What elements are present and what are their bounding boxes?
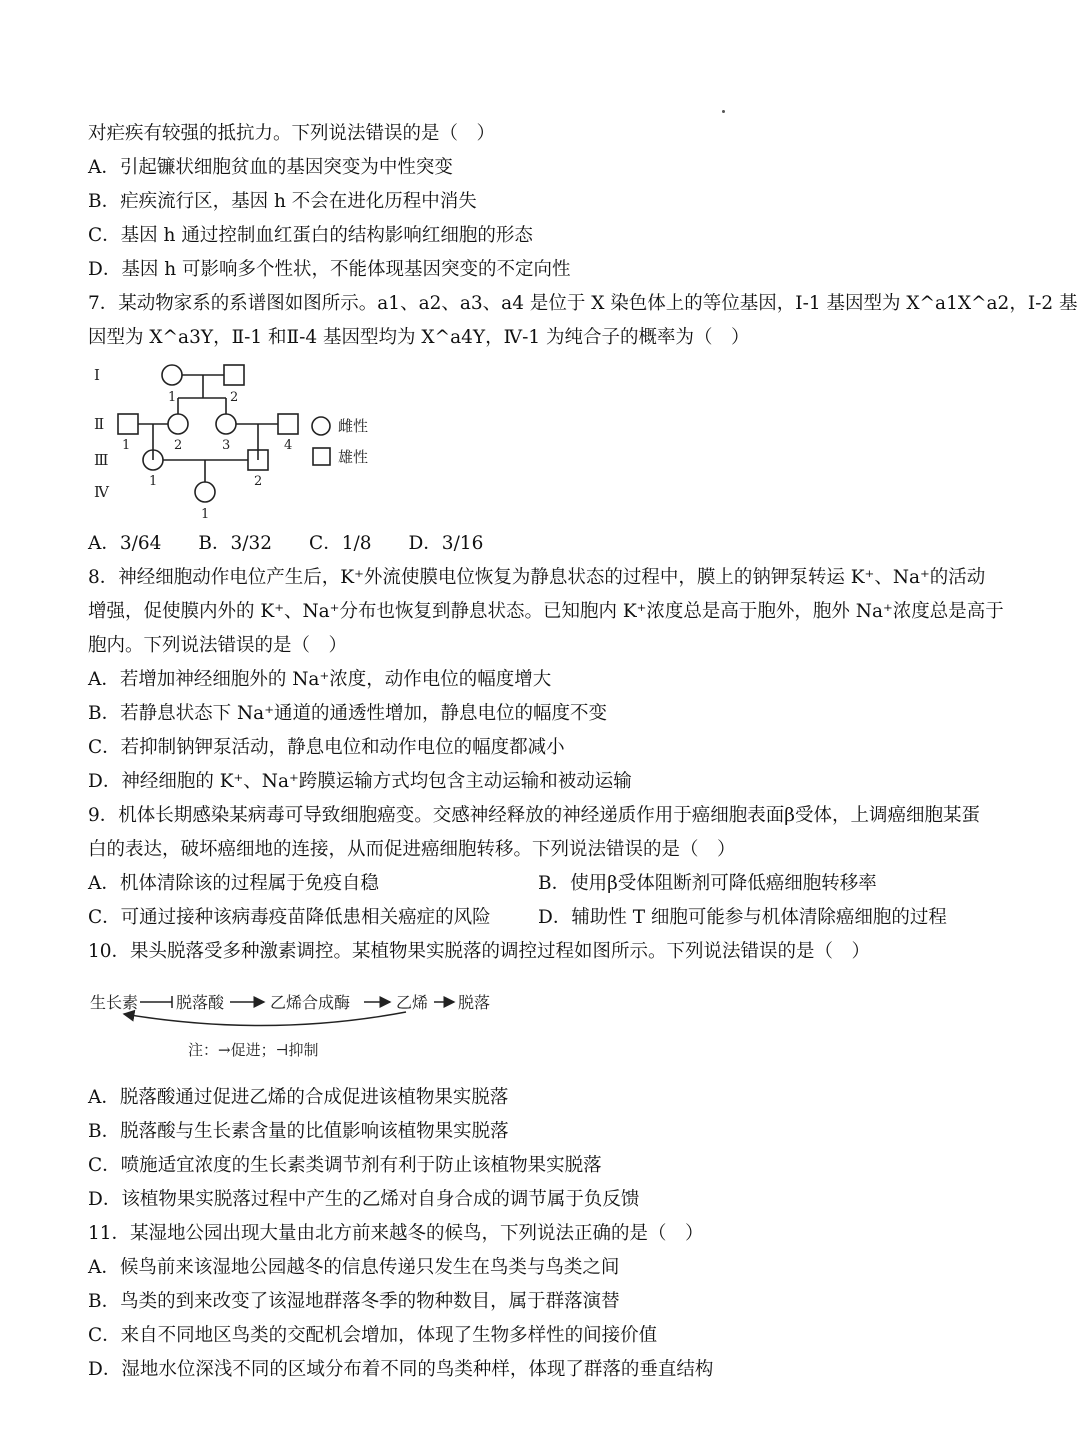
num-II2: 2 <box>174 438 183 453</box>
q10-option-c: C．喷施适宜浓度的生长素类调节剂有利于防止该植物果实脱落 <box>88 1155 602 1176</box>
q8-stem-line3: 胞内。下列说法错误的是（ ） <box>88 635 348 656</box>
q11-option-b: B．鸟类的到来改变了该湿地群落冬季的物种数目，属于群落演替 <box>88 1291 620 1312</box>
q11-option-c: C．来自不同地区鸟类的交配机会增加，体现了生物多样性的间接价值 <box>88 1325 658 1346</box>
q9-stem-line2: 白的表达，破坏癌细地的连接，从而促进癌细胞转移。下列说法错误的是（ ） <box>88 839 736 860</box>
q8-stem-line2: 增强，促使膜内外的 K⁺、Na⁺分布也恢复到静息状态。已知胞内 K⁺浓度总是高于胞外，胞外 Na⁺浓度总是高于 <box>88 601 1004 622</box>
pedigree-chart <box>88 358 388 528</box>
pedigree-I2-male <box>224 365 244 385</box>
legend-male-symbol <box>313 448 330 465</box>
q11-stem: 11．某湿地公园出现大量由北方前来越冬的候鸟，下列说法正确的是（ ） <box>88 1223 704 1244</box>
q9-option-d: D．辅助性 T 细胞可能参与机体清除癌细胞的过程 <box>538 907 947 928</box>
num-I1: 1 <box>168 390 177 405</box>
q9-stem-line1: 9．机体长期感染某病毒可导致细胞癌变。交感神经释放的神经递质作用于癌细胞表面β受体，上调癌细胞某蛋 <box>88 805 980 826</box>
q8-option-d: D．神经细胞的 K⁺、Na⁺跨膜运输方式均包含主动运输和被动运输 <box>88 771 632 792</box>
q8-option-c: C．若抑制钠钾泵活动，静息电位和动作电位的幅度都减小 <box>88 737 565 758</box>
gen-label-III: Ⅲ <box>94 451 109 469</box>
num-II3: 3 <box>222 438 231 453</box>
q6-option-c: C．基因 h 通过控制血红蛋白的结构影响红细胞的形态 <box>88 225 533 246</box>
q6-option-d: D．基因 h 可影响多个性状，不能体现基因突变的不定向性 <box>88 259 571 280</box>
flow-node-auxin: 生长素 <box>90 993 139 1012</box>
flow-node-abscission: 脱落 <box>458 993 491 1012</box>
speck <box>722 110 725 113</box>
num-III2: 2 <box>254 474 263 489</box>
gen-label-I: Ⅰ <box>94 366 100 384</box>
q9-option-b: B．使用β受体阻断剂可降低癌细胞转移率 <box>538 873 877 894</box>
q8-option-b: B．若静息状态下 Na⁺通道的通透性增加，静息电位的幅度不变 <box>88 703 607 724</box>
q11-option-a: A．候鸟前来该湿地公园越冬的信息传递只发生在鸟类与鸟类之间 <box>88 1257 620 1278</box>
pedigree-II3-female <box>216 414 236 434</box>
q6-option-b: B．疟疾流行区，基因 h 不会在进化历程中消失 <box>88 191 477 212</box>
q7-stem-line1: 7．某动物家系的系谱图如图所示。a1、a2、a3、a4 是位于 X 染色体上的等位基因，Ⅰ-1 基因型为 X^a1X^a2，Ⅰ-2 基 <box>88 293 1078 314</box>
q7-options: A．3/64 B．3/32 C．1/8 D．3/16 <box>88 533 484 554</box>
gen-label-IV: Ⅳ <box>94 483 109 501</box>
q10-option-b: B．脱落酸与生长素含量的比值影响该植物果实脱落 <box>88 1121 509 1142</box>
q8-stem-line1: 8．神经细胞动作电位产生后，K⁺外流使膜电位恢复为静息状态的过程中，膜上的钠钾泵转运 K⁺、Na⁺的活动 <box>88 567 986 588</box>
q10-option-a: A．脱落酸通过促进乙烯的合成促进该植物果实脱落 <box>88 1087 509 1108</box>
num-IV1: 1 <box>201 507 210 522</box>
legend-male-label: 雄性 <box>338 448 369 466</box>
pedigree-IV1-female <box>195 482 215 502</box>
flow-node-ethylene-synthase: 乙烯合成酶 <box>270 993 351 1012</box>
q7-stem-line2: 因型为 X^a3Y，Ⅱ-1 和Ⅱ-4 基因型均为 X^a4Y，Ⅳ-1 为纯合子的概率为（ ） <box>88 327 750 348</box>
pedigree-I1-female <box>162 365 182 385</box>
q10-option-d: D．该植物果实脱落过程中产生的乙烯对自身合成的调节属于负反馈 <box>88 1189 640 1210</box>
gen-label-II: Ⅱ <box>94 415 105 433</box>
q10-stem: 10．果头脱落受多种激素调控。某植物果实脱落的调控过程如图所示。下列说法错误的是（ ） <box>88 941 871 962</box>
q8-option-a: A．若增加神经细胞外的 Na⁺浓度，动作电位的幅度增大 <box>88 669 552 690</box>
num-II4: 4 <box>284 438 293 453</box>
num-II1: 1 <box>122 438 131 453</box>
q6-option-a: A．引起镰状细胞贫血的基因突变为中性突变 <box>88 157 453 178</box>
flow-legend-note: 注：→促进；⊣抑制 <box>188 1041 319 1059</box>
num-III1: 1 <box>149 474 158 489</box>
legend-female-label: 雌性 <box>338 417 369 435</box>
flow-node-ethylene: 乙烯 <box>396 993 429 1012</box>
flow-node-aba: 脱落酸 <box>176 993 225 1012</box>
pedigree-II4-male <box>278 414 298 434</box>
q6-stem-tail: 对疟疾有较强的抵抗力。下列说法错误的是（ ） <box>88 123 496 144</box>
legend-female-symbol <box>312 417 330 435</box>
q9-option-c: C．可通过接种该病毒疫苗降低患相关癌症的风险 <box>88 907 491 928</box>
pedigree-II2-female <box>168 414 188 434</box>
hormone-flow-diagram <box>88 980 508 1070</box>
flow-feedback-curve <box>124 1012 406 1026</box>
num-I2: 2 <box>230 390 239 405</box>
q11-option-d: D．湿地水位深浅不同的区域分布着不同的鸟类种样，体现了群落的垂直结构 <box>88 1359 714 1380</box>
q9-option-a: A．机体清除该的过程属于免疫自稳 <box>88 873 379 894</box>
pedigree-II1-male <box>118 414 138 434</box>
